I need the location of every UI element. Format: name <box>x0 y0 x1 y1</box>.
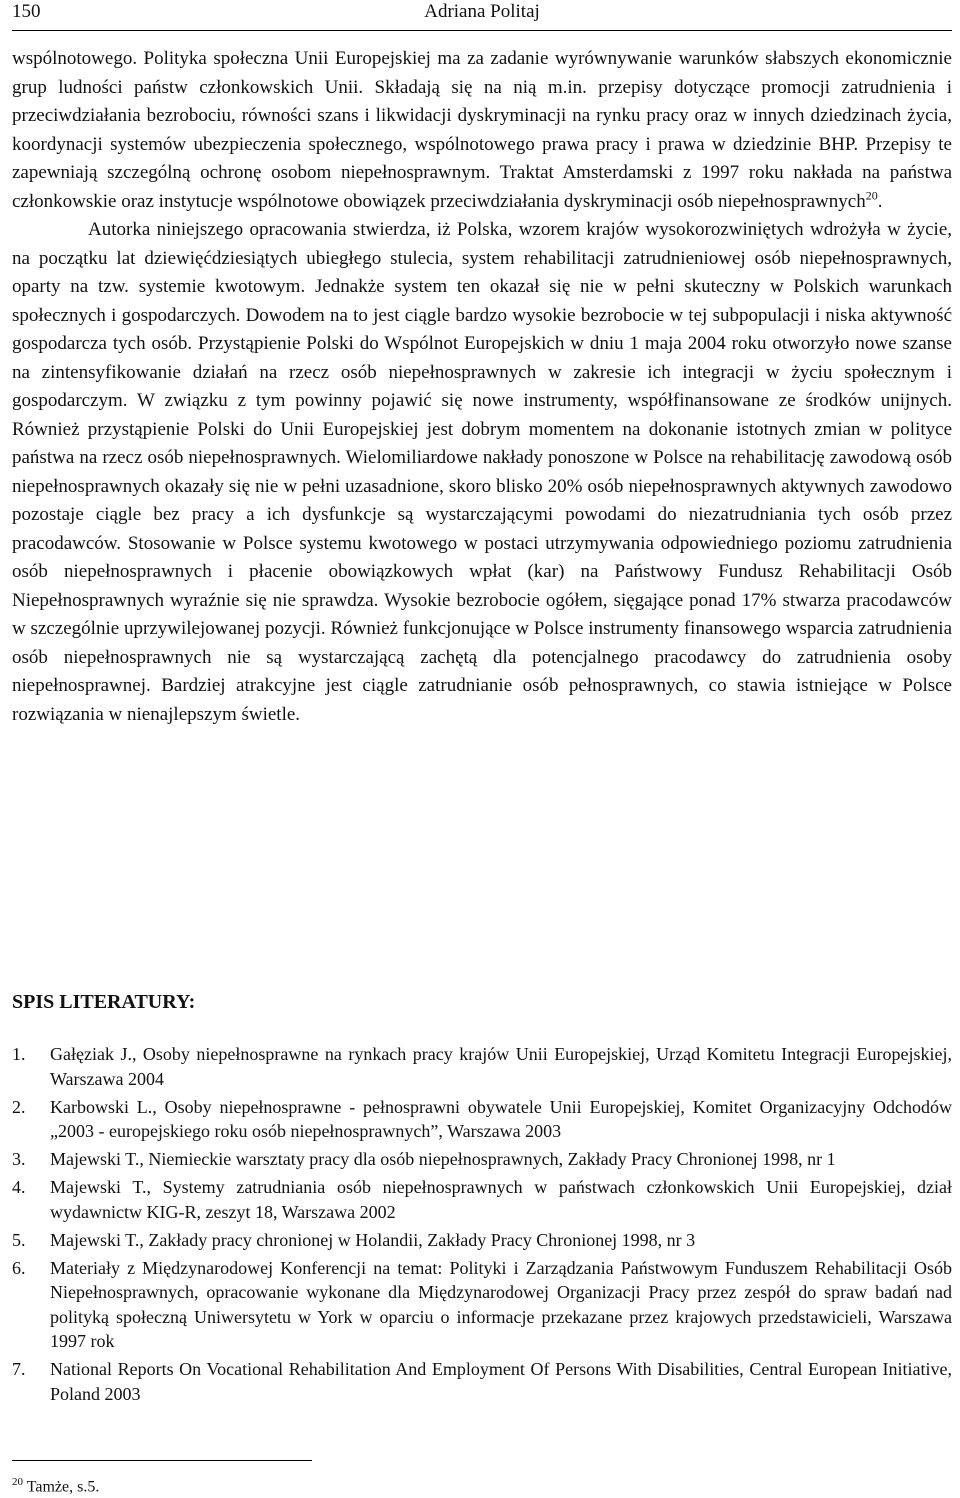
footnote-marker: 20 <box>12 1476 23 1488</box>
reference-text: National Reports On Vocational Rehabilitation And Employment Of Persons With Disabilities, Central European Initiative, Poland 2003 <box>50 1359 952 1404</box>
reference-number: 6. <box>12 1257 26 1278</box>
reference-item <box>12 1147 952 1172</box>
footnote-ref[interactable]: 20 <box>865 188 878 203</box>
page-number: 150 <box>12 1 41 22</box>
reference-text: Materiały z Międzynarodowej Konferencji na temat: Polityki i Zarządzania Państwowym Funduszem Rehabilitacji Osób Niepełnosprawnych, opracowanie wykonane dla Międzynarodowej Organizacji Pracy przez zespół do spraw badań nad polityką społeczną Uniwersytetu w York w oparciu o informacje przekazane przez krajowych przedstawicieli, Warszawa 1997 rok <box>50 1257 952 1351</box>
document-page <box>12 0 952 1498</box>
reference-number: 2. <box>12 1096 26 1117</box>
reference-text: Majewski T., Zakłady pracy chronionej w Holandii, Zakłady Pracy Chronionej 1998, nr 3 <box>50 1229 696 1250</box>
reference-text: Gałęziak J., Osoby niepełnosprawne na rynkach pracy krajów Unii Europejskiej, Urząd Komitetu Integracji Europejskiej, Warszawa 2004 <box>50 1044 952 1089</box>
reference-text: Karbowski L., Osoby niepełnosprawne - pełnosprawni obywatele Unii Europejskiej, Komitet Organizacyjny Odchodów „2003 - europejskiego roku osób niepełnosprawnych”, Warszawa 2003 <box>50 1096 952 1141</box>
footnote-text: Tamże, s.5. <box>23 1478 100 1496</box>
reference-number: 7. <box>12 1359 26 1379</box>
reference-number: 4. <box>12 1177 26 1197</box>
reference-item <box>12 1228 952 1253</box>
reference-number: 5. <box>12 1229 26 1250</box>
paragraph-2: Autorka niniejszego opracowania stwierdza, iż Polska, wzorem krajów wysokorozwiniętych wdrożyła w życie, na początku lat dziewięćdziesiątych ubiegłego stulecia, system rehabilitacji zatrudnieniowej osób niepełnosprawnych, oparty na tzw. systemie kwotowym. Jednakże system ten okazał się nie w pełni skuteczny w Polskich warunkach społecznych i gospodarczych. Dowodem na to jest ciągle bardzo wysokie bezrobocie w tej subpopulacji i niska aktywność gospodarcza tych osób. Przystąpienie Polski do Wspólnot Europejskich w dniu 1 maja 2004 roku otworzyło nowe szanse na zintensyfikowanie działań na rzecz osób niepełnosprawnych w zakresie ich integracji w życiu społecznym i gospodarczym. W związku z tym powinny pojawić się nowe instrumenty, współfinansowane ze środków unijnych. Również przystąpienie Polski do Unii Europejskiej jest dobrym momentem na dokonanie istotnych zmian w polityce państwa na rzecz osób niepełnosprawnych. Wielomiliardowe nakłady ponoszone w Polsce na rehabilitację zawodową osób niepełnosprawnych okazały się nie w pełni uzasadnione, skoro blisko 20% osób niepełnosprawnych aktywnych zawodowo pozostaje ciągle bez pracy a ich dysfunkcje są wystarczającymi powodami do niezatrudniania tych osób przez pracodawców. Stosowanie w Polsce systemu kwotowego w postaci utrzymywania odpowiedniego poziomu zatrudnienia osób niepełnosprawnych i płacenie obowiązkowych wpłat (kar) na Państwowy Fundusz Rehabilitacji Osób Niepełnosprawnych wyraźnie się nie sprawdza. Wysokie bezrobocie ogółem, sięgające ponad 17% stwarza pracodawców w szczególnie uprzywilejowanej pozycji. Również funkcjonujące w Polsce instrumenty finansowego wsparcia zatrudnienia osób niepełnosprawnych nie są wystarczającą zachętą dla potencjalnego pracodawcy do zatrudnienia osoby niepełnosprawnej. Bardziej atrakcyjne jest ciągle zatrudnianie osób pełnosprawnych, co stawia istniejące w Polsce rozwiązania w nienajlepszym świetle. <box>12 219 952 725</box>
reference-number: 3. <box>12 1149 26 1169</box>
page-header <box>12 0 952 31</box>
reference-number: 1. <box>12 1044 26 1064</box>
references-list <box>12 1042 952 1410</box>
reference-item <box>12 1175 952 1224</box>
reference-item <box>12 1357 952 1406</box>
paragraph-1-end: . <box>877 190 883 212</box>
reference-item <box>12 1095 952 1144</box>
reference-text: Majewski T., Niemieckie warsztaty pracy dla osób niepełnosprawnych, Zakłady Pracy Chronionej 1998, nr 1 <box>50 1149 836 1169</box>
running-head-author: Adriana Politaj <box>424 1 540 22</box>
references-title: SPIS LITERATURY: <box>12 991 196 1013</box>
reference-item <box>12 1042 952 1091</box>
footnote <box>12 1472 99 1497</box>
main-text <box>12 45 952 729</box>
footnote-separator <box>12 1460 312 1461</box>
reference-item <box>12 1256 952 1354</box>
reference-text: Majewski T., Systemy zatrudniania osób niepełnosprawnych w państwach członkowskich Unii Europejskiej, dział wydawnictw KIG-R, zeszyt 18, Warszawa 2002 <box>50 1177 952 1222</box>
paragraph-1: wspólnotowego. Polityka społeczna Unii Europejskiej ma za zadanie wyrównywanie warunków słabszych ekonomicznie grup ludności państw członkowskich Unii. Składają się na nią m.in. przepisy dotyczące promocji zatrudnienia i przeciwdziałania bezrobociu, równości szans i likwidacji dyskryminacji na rynku pracy oraz w innych dziedzinach życia, koordynacji systemów ubezpieczenia społecznego, wspólnotowego prawa pracy i prawa w dziedzinie BHP. Przepisy te zapewniają szczególną ochronę osobom niepełnosprawnym. Traktat Amsterdamski z 1997 roku nakłada na państwa członkowskie oraz instytucje wspólnotowe obowiązek przeciwdziałania dyskryminacji osób niepełnosprawnych <box>12 48 952 212</box>
